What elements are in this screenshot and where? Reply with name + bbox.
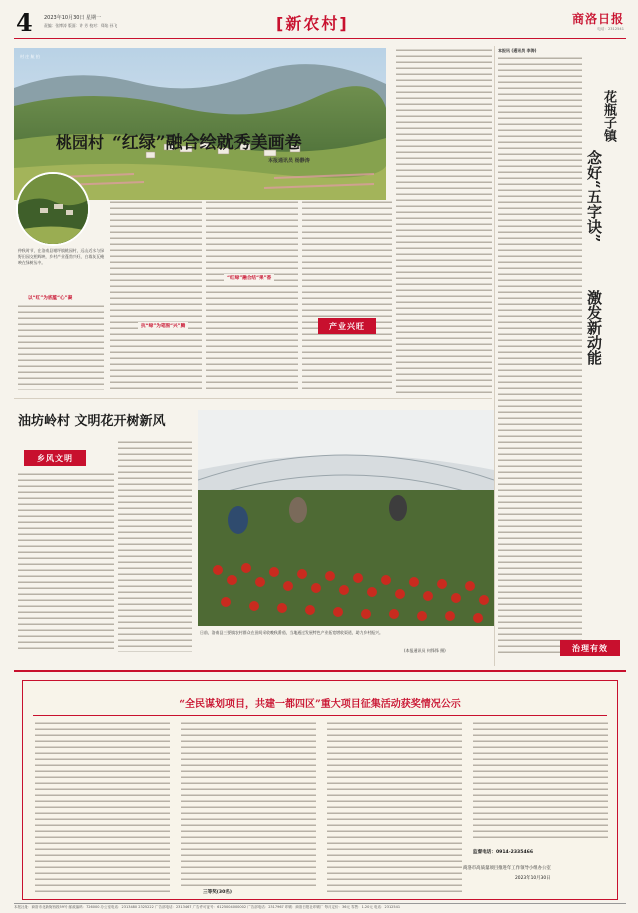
story1-photo-caption: 仲秋时节，在洛南县谢坪镇桃园村，远山近水与绿野田园交相辉映，乡村产业蓬勃兴旺，白墙灰瓦掩映在绿树丛中。 [18,248,104,265]
footer-info: 本报社址：商洛市北新街西段59号 邮政编码：726000 办公室电话：2313480 2325222 广告部电话：2313467 广告许可证号：6125004000002 广告部电话：2317967 印刷：商洛日报社印刷厂 每月定价：36元 零售：1.20元 电话：2312541 [14,905,401,909]
bottom-top-rule [14,670,626,672]
photo-tag: 村 庄 航 拍 [20,54,40,59]
page-number: 4 [16,8,33,37]
story2-column-1 [18,472,114,652]
right-story-byline: 本报讯 (通讯员 李涛) [498,48,537,53]
winners-list-3 [327,721,462,895]
notice-issuer: 商洛市高质量项目推进年工作领导小组办公室 [463,866,551,871]
tomato-harvest-image [198,410,494,626]
masthead-rule [14,38,626,39]
masthead [14,8,626,38]
story1-tag-industry: 产业兴旺 [318,318,376,334]
peach-orchard-inset-photo [16,172,90,246]
story2-divider [14,398,492,399]
story2-column-2 [118,440,192,652]
story1-column-1 [18,304,104,390]
story1-subhead-1: 以“红”为底蕴“心”凝 [28,296,73,301]
staff-credits: 责编：张博涛 版面：许 芳 校对：郑焰 孙飞 [44,23,118,28]
footer-rule [14,903,626,904]
right-story-title-2: 念好“五字诀” [585,150,603,243]
story1-column-5 [396,48,492,393]
tomato-harvest-photo [198,410,494,626]
story1-headline [56,128,396,158]
bottom-title-rule [33,715,607,716]
story2-photo-credit: (本报通讯员 何锋锋 摄) [404,648,446,653]
section-title: [新农村] [276,14,349,33]
story1-column-4 [302,200,392,390]
story1-column-2 [110,200,202,390]
supervision-phone: 监督电话：0914-2335466 [473,850,534,855]
story1-title-b: “红绿”融合绘就秀美画卷 [112,133,302,153]
winners-list-1 [35,721,170,895]
story2-tag-governance: 治理有效 [560,640,620,656]
right-story-title-1: 花瓶子镇 [601,90,616,142]
right-column-rule [494,46,495,666]
story1-subhead-3: “红绿”融合结“果”香 [224,274,274,282]
paper-logo: 商洛日报 [571,12,624,26]
right-story-column-1 [498,56,582,656]
winners-list-2 [181,721,316,887]
bottom-notice-title: “全民谋划项目，共建一都四区”重大项目征集活动获奖情况公示 [179,699,461,710]
phone-label: 电话：2312541 [597,27,624,31]
story1-subhead-2: 抗“绿”为笔图“兴”腾 [138,322,188,330]
story2-headline: 油坊岭村 文明花开树新风 [18,414,166,429]
bottom-notice-box [22,680,618,900]
story2-photo-caption: 日前，洛南县三要镇农村群众在田间采收晚秋番茄，当地通过发展特色产业拓宽增收渠道，助力乡村振兴。 [200,630,383,635]
right-story-title-3: 激发新动能 [585,290,603,365]
story2-tag-civility: 乡风文明 [24,450,86,466]
third-prize-heading: 三等奖(30名) [203,890,232,895]
winners-list-4 [473,721,608,839]
story1-title-a: 桃园村 [56,133,105,152]
story1-column-3 [206,200,298,390]
issue-date: 2023年10月30日 星期一 [44,15,102,21]
peach-orchard-image [18,174,90,246]
story1-byline: 本报通讯员 杨静涛 [268,158,310,164]
notice-date: 2023年10月30日 [515,876,551,881]
